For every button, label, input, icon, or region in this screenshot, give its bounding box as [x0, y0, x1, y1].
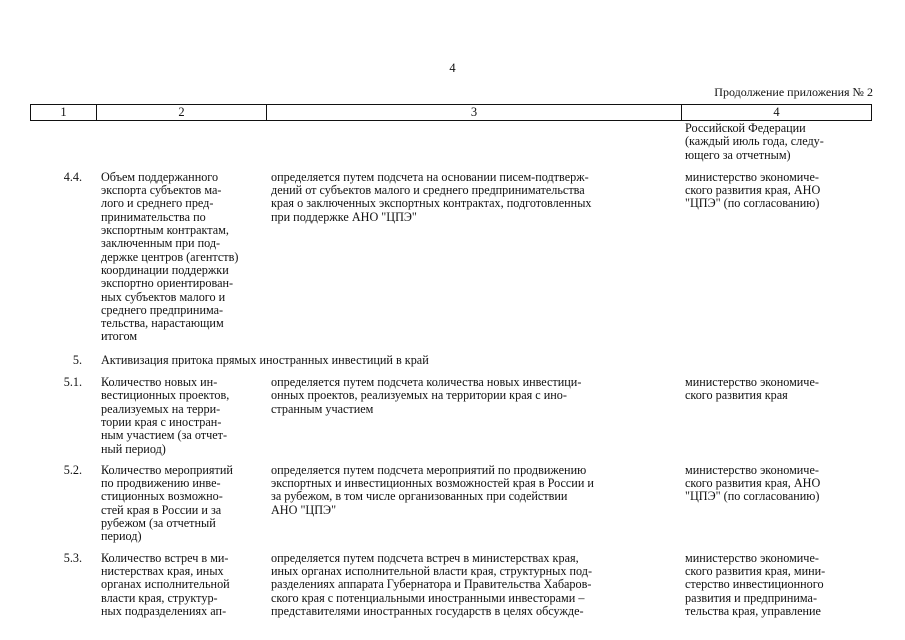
section-row — [30, 354, 871, 367]
table-row — [30, 464, 871, 544]
row-number: 5.3. — [63, 550, 82, 565]
carryover-responsible: Российской Федерации (каждый июль года, следу- ющего за отчетным) — [685, 121, 824, 162]
responsible-party: министерство экономиче- ского развития края, мини- стерство инвестиционного развития и предпринима- тельства края, управление — [685, 550, 826, 618]
page-number: 4 — [449, 61, 456, 75]
row-number: 4.4. — [63, 169, 82, 184]
column-header-1: 1 — [31, 105, 97, 121]
section-title: Активизация притока прямых иностранных инвестиций в край — [101, 352, 429, 367]
table-row — [30, 376, 871, 456]
section-number: 5. — [72, 352, 82, 367]
row-number: 5.2. — [63, 462, 82, 477]
indicator-name: Количество новых ин- вестиционных проектов, реализуемых на терри- тории края с иностран- ным участием (за отчет- ный период) — [101, 375, 230, 456]
continuation-label: Продолжение приложения № 2 — [714, 85, 873, 99]
column-header-4: 4 — [682, 105, 872, 121]
calculation-method: определяется путем подсчета количества новых инвестици- онных проектов, реализуемых на территории края с ино- странным участием — [271, 375, 582, 416]
indicator-name: Количество встреч в ми- нистерствах края, иных органах исполнительной власти края, структур- ных подразделениях ап- — [101, 550, 230, 618]
responsible-party: министерство экономиче- ского развития края, АНО "ЦПЭ" (по согласованию) — [685, 169, 821, 211]
indicator-name: Количество мероприятий по продвижению инве- стиционных возможно- стей края в России и за рубежом (за отчетный период) — [101, 462, 233, 544]
row-number: 5.1. — [63, 375, 82, 390]
responsible-party: министерство экономиче- ского развития края — [685, 375, 819, 403]
calculation-method: определяется путем подсчета мероприятий по продвижению экспортных и инвестиционных возможностей края в России и за рубежом, в том числе организованных при содействии АНО "ЦПЭ" — [271, 462, 594, 517]
table-body — [30, 122, 871, 618]
carryover-row — [30, 122, 871, 162]
column-header-3: 3 — [267, 105, 682, 121]
responsible-party: министерство экономиче- ского развития края, АНО "ЦПЭ" (по согласованию) — [685, 462, 821, 504]
calculation-method: определяется путем подсчета встреч в министерствах края, иных органах исполнительной власти края, структурных под- разделениях аппарата Губернатора и Правительства Хабаров- ского края с потенциальными иностранными инвесторами – представителями иностранных государств в целях обсужде- — [271, 550, 593, 618]
calculation-method: определяется путем подсчета на основании писем-подтверж- дений от субъектов малого и среднего предпринимательства края о заключенных экспортных контрактах, подготовленных при поддержке АНО "ЦПЭ" — [271, 169, 592, 224]
column-header-table — [30, 104, 872, 121]
indicator-name: Объем поддержанного экспорта субъектов ма- лого и среднего пред- принимательства по экспортным контрактам, заключенным при под- держке центров (агентств) координации поддержки экспортно ориентирован- ных субъектов малого и среднего предпринима- тельства, нарастающим итогом — [101, 169, 239, 344]
column-header-2: 2 — [97, 105, 267, 121]
table-row — [30, 171, 871, 344]
table-row — [30, 552, 871, 618]
